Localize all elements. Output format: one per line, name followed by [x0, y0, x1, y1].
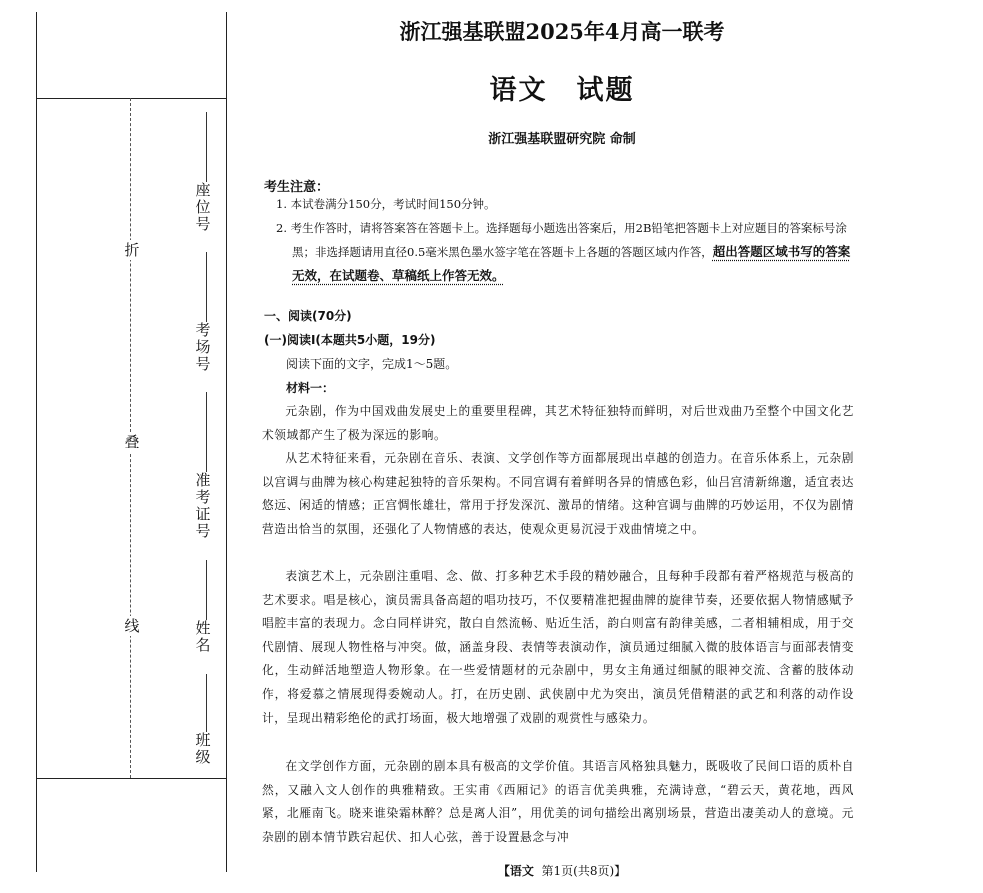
paragraph-1: 元杂剧，作为中国戏曲发展史上的重要里程碑，其艺术特征独特而鲜明，对后世戏曲乃至整个中国文化艺术领域都产生了极为深远的影响。: [262, 404, 854, 442]
binding-margin: [0, 0, 228, 893]
issuer: 浙江强基联盟研究院 命制: [488, 132, 636, 147]
class-label: 班级: [193, 732, 212, 766]
admission-number-field[interactable]: [188, 392, 218, 540]
subject-title: 语文 试题: [489, 75, 635, 106]
notice-emphasis: 超出答题区域书写的答案无效，在试题卷、草稿纸上作答无效。: [292, 244, 851, 283]
exam-room-field[interactable]: [188, 252, 218, 373]
subsection-title: (一)阅读Ⅰ(本题共5小题，19分): [264, 333, 436, 347]
footer-subject: 【语文: [497, 864, 534, 878]
margin-right-border: [226, 12, 227, 872]
exam-title: 浙江强基联盟2025年4月高一联考: [399, 19, 725, 44]
footer-page: 第1页(共8页)】: [541, 864, 627, 878]
page-footer: [262, 862, 862, 879]
margin-top-divider: [36, 98, 226, 99]
admission-number-label: 准考证号: [193, 472, 212, 540]
paragraph-4: 在文学创作方面，元杂剧的剧本具有极高的文学价值。其语言风格独具魅力，既吸收了民间口语的质朴自然，又融入文人创作的典雅精致。王实甫《西厢记》的语言优美典雅，充满诗意，“碧云天，黄花地，西风紧，北雁南飞。晓来谁染霜林醉？总是离人泪”，用优美的词句描绘出离别场景，营造出凄美动人的意境。元杂剧的剧本情节跌宕起伏、扣人心弦，善于设置悬念与冲: [262, 759, 854, 844]
margin-left-border: [36, 12, 37, 872]
section-title: 一、阅读(70分): [264, 309, 352, 323]
paragraph-2: 从艺术特征来看，元杂剧在音乐、表演、文学创作等方面都展现出卓越的创造力。在音乐体系上，元杂剧以宫调与曲牌为核心构建起独特的音乐架构。不同宫调有着鲜明各异的情感色彩，仙吕宫清新绵邈，适宜表达悠远、闲适的情感；正宫惆怅雄壮，常用于抒发深沉、激昂的情绪。这种宫调与曲牌的巧妙运用，不仅为剧情营造出恰当的氛围，还强化了人物情感的表达，使观众更易沉浸于戏曲情境之中。: [262, 451, 854, 536]
name-line: [206, 560, 207, 620]
notice-item-2-text: 2. 考生作答时，请将答案答在答题卡上。选择题每小题选出答案后，用2B铅笔把答题卡上对应题目的答案标号涂黑；非选择题请用直径0.5毫米黑色墨水签字笔在答题卡上各题的答题区域内作答，: [276, 221, 847, 259]
material-label: 材料一：: [286, 381, 335, 395]
margin-bottom-divider: [36, 778, 226, 779]
exam-room-line: [206, 252, 207, 322]
class-line: [206, 674, 207, 732]
admission-number-line: [206, 392, 207, 472]
fold-char-xian: 线: [122, 616, 142, 636]
fold-char-zhe: 折: [122, 240, 142, 260]
seat-number-label: 座位号: [193, 182, 212, 233]
notice-title: 考生注意：: [264, 180, 330, 195]
reading-instruction: 阅读下面的文字，完成1～5题。: [286, 357, 458, 371]
seat-number-field[interactable]: [188, 112, 218, 233]
seat-number-line: [206, 112, 207, 182]
fold-char-die: 叠: [122, 432, 142, 452]
paragraph-3: 表演艺术上，元杂剧注重唱、念、做、打多种艺术手段的精妙融合，且每种手段都有着严格规范与极高的艺术要求。唱是核心，演员需具备高超的唱功技巧，不仅要精准把握曲牌的旋律节奏，还要依据人物情感赋予唱腔丰富的表现力。念白同样讲究，散白自然流畅、贴近生活，韵白则富有韵律美感，二者相辅相成，用于交代剧情、展现人物性格与冲突。做，涵盖身段、表情等表演动作，演员通过细腻入微的肢体语言与面部表情变化，生动鲜活地塑造人物形象。在一些爱情题材的元杂剧中，男女主角通过细腻的眼神交流、含蓄的肢体动作，将爱慕之情展现得委婉动人。打，在历史剧、武侠剧中尤为突出，演员凭借精湛的武艺和利落的动作设计，呈现出精彩绝伦的武打场面，极大地增强了戏剧的观赏性与感染力。: [262, 569, 854, 725]
name-field[interactable]: [188, 560, 218, 654]
notice-item-2: [276, 216, 852, 288]
notice-item-1: 1. 本试卷满分150分，考试时间150分钟。: [276, 197, 496, 211]
exam-room-label: 考场号: [193, 322, 212, 373]
class-field[interactable]: [188, 674, 218, 766]
name-label: 姓名: [193, 620, 212, 654]
